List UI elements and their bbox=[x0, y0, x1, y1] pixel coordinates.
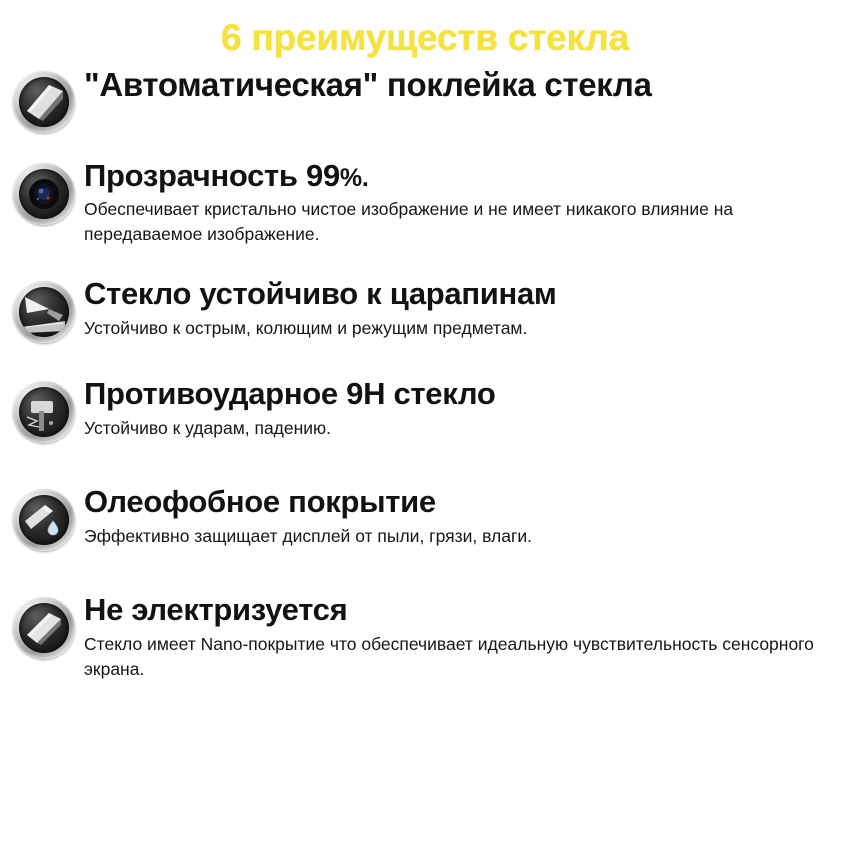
page-title: 6 преимуществ стекла bbox=[221, 17, 629, 58]
glass-application-icon bbox=[13, 71, 75, 133]
feature-subtext: Устойчиво к острым, колющим и режущим предметам. bbox=[84, 317, 528, 338]
feature-heading: Стекло устойчиво к царапинам bbox=[84, 276, 557, 312]
feature-subtext: Стекло имеет Nano-покрытие что обеспечивает идеальную чувствительность сенсорного экрана. bbox=[84, 633, 814, 679]
feature-icon-wrap bbox=[6, 485, 82, 551]
feature-texts bbox=[82, 485, 844, 549]
feature-texts bbox=[82, 67, 844, 104]
hammer-impact-glyph bbox=[19, 387, 69, 437]
feature-heading: Олеофобное покрытие bbox=[84, 484, 436, 520]
feature-heading: Не электризуется bbox=[84, 592, 348, 628]
feature-icon-wrap bbox=[6, 67, 82, 133]
feature-heading: "Автоматическая" поклейка стекла bbox=[84, 65, 652, 103]
oleophobic-drop-icon bbox=[13, 489, 75, 551]
feature-icon-wrap bbox=[6, 159, 82, 225]
feature-icon-wrap bbox=[6, 277, 82, 343]
camera-lens-icon bbox=[13, 163, 75, 225]
feature-item bbox=[0, 485, 850, 551]
feature-heading bbox=[84, 159, 844, 194]
feature-texts bbox=[82, 277, 844, 341]
feature-item bbox=[0, 159, 850, 247]
feature-item bbox=[0, 277, 850, 343]
feature-icon-wrap bbox=[6, 377, 82, 443]
feature-subtext: Эффективно защищает дисплей от пыли, грязи, влаги. bbox=[84, 525, 532, 546]
feature-heading-main: Прозрачность 99 bbox=[84, 157, 340, 193]
feature-texts bbox=[82, 159, 844, 247]
camera-lens-glyph bbox=[19, 169, 69, 219]
features-list bbox=[0, 67, 850, 682]
feature-item bbox=[0, 593, 850, 681]
feature-item bbox=[0, 67, 850, 133]
knife-scratch-icon bbox=[13, 281, 75, 343]
glass-application-glyph bbox=[19, 77, 69, 127]
feature-subtext: Обеспечивает кристально чистое изображение и не имеет никакого влияние на передаваемое изображение. bbox=[84, 199, 734, 245]
feature-texts bbox=[82, 377, 844, 441]
feature-heading: Противоударное 9H стекло bbox=[84, 376, 496, 412]
feature-icon-wrap bbox=[6, 593, 82, 659]
antistatic-glyph bbox=[19, 603, 69, 653]
knife-scratch-glyph bbox=[19, 287, 69, 337]
feature-item bbox=[0, 377, 850, 443]
oleophobic-drop-glyph bbox=[19, 495, 69, 545]
hammer-impact-icon bbox=[13, 381, 75, 443]
feature-heading-suffix: %. bbox=[339, 163, 369, 192]
feature-texts bbox=[82, 593, 844, 681]
feature-subtext: Устойчиво к ударам, падению. bbox=[84, 417, 332, 438]
antistatic-icon bbox=[13, 597, 75, 659]
